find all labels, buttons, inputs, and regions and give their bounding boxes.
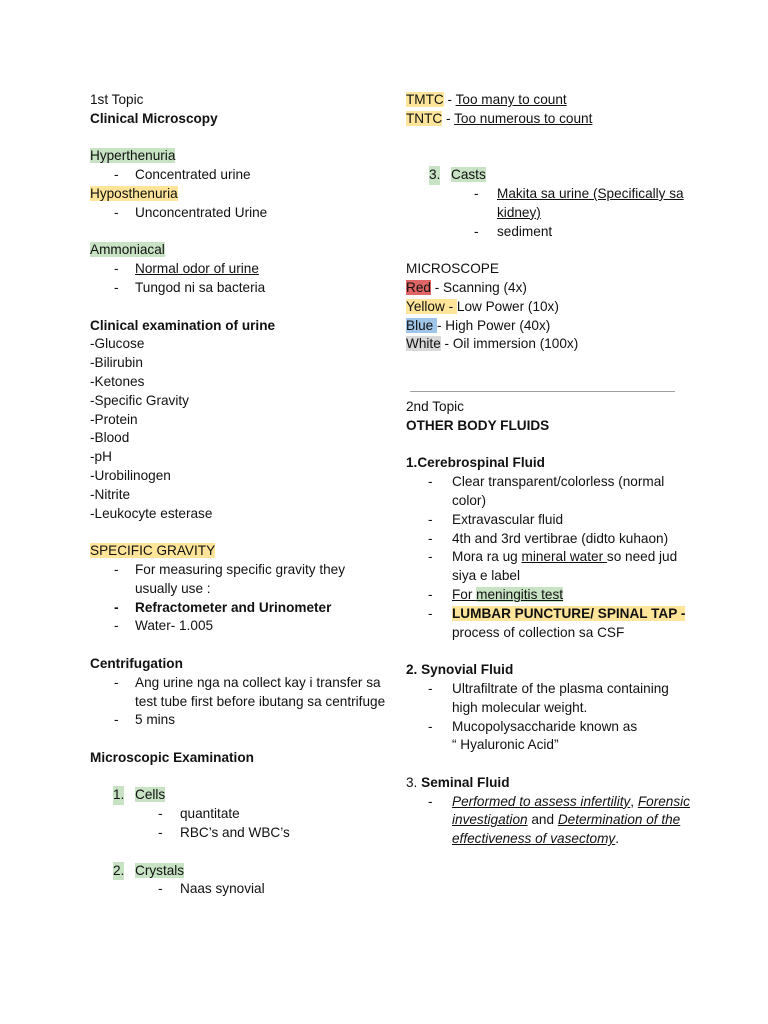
topic-title: Clinical Microscopy bbox=[90, 110, 218, 126]
numbered-item-cells: 1. Cells bbox=[90, 786, 390, 805]
list-item: - LUMBAR PUNCTURE/ SPINAL TAP - process of collection sa CSF bbox=[428, 605, 686, 640]
list-item: -Blood bbox=[90, 430, 130, 446]
list-item: -Urobilinogen bbox=[90, 467, 171, 483]
horizontal-divider bbox=[410, 391, 675, 392]
centrifugation-heading: Centrifugation bbox=[90, 655, 183, 671]
microscope-blue: Blue - High Power (40x) bbox=[406, 317, 551, 333]
numbered-item-crystals: 2. Crystals bbox=[90, 862, 390, 881]
list-item: - Performed to assess infertility, Forensic investigation and Determination of the effectiveness of vasectomy. bbox=[428, 793, 690, 847]
seminal-heading: 3. Seminal Fluid bbox=[406, 774, 510, 790]
hyposthenuria-term: Hyposthenuria bbox=[90, 185, 178, 201]
list-item: - Clear transparent/colorless (normal color) bbox=[428, 474, 665, 508]
list-item: - sediment bbox=[474, 223, 553, 239]
synovial-heading: 2. Synovial Fluid bbox=[406, 662, 514, 678]
numbered-item-casts: 3. Casts bbox=[406, 166, 691, 185]
topic2-label: 2nd Topic bbox=[406, 398, 464, 414]
list-item: -Leukocyte esterase bbox=[90, 505, 213, 521]
right-column bbox=[406, 91, 691, 849]
specific-gravity-heading: SPECIFIC GRAVITY bbox=[90, 543, 216, 559]
clinical-exam-heading: Clinical examination of urine bbox=[90, 317, 276, 333]
microscope-red: Red - Scanning (4x) bbox=[406, 279, 527, 295]
list-item: -Glucose bbox=[90, 336, 145, 352]
list-item: - Ultrafiltrate of the plasma containing high molecular weight. bbox=[428, 680, 669, 715]
list-item: -Protein bbox=[90, 411, 138, 427]
left-column bbox=[90, 91, 390, 899]
tntc-line: TNTC - Too numerous to count bbox=[406, 110, 593, 126]
list-item: - Normal odor of urine bbox=[114, 261, 259, 277]
microscope-white: White - Oil immersion (100x) bbox=[406, 336, 579, 352]
csf-heading: 1.Cerebrospinal Fluid bbox=[406, 455, 545, 471]
hyperthenuria-term: Hyperthenuria bbox=[90, 148, 176, 164]
list-item: -Specific Gravity bbox=[90, 392, 189, 408]
list-item: - For measuring specific gravity they usually use : bbox=[114, 561, 346, 596]
list-item: - Mora ra ug mineral water so need jud siya e label bbox=[428, 549, 678, 584]
topic-label: 1st Topic bbox=[90, 92, 144, 107]
list-item: - Extravascular fluid bbox=[428, 511, 564, 527]
list-item: - RBC’s and WBC’s bbox=[158, 825, 290, 841]
topic2-title: OTHER BODY FLUIDS bbox=[406, 417, 550, 433]
list-item: -Ketones bbox=[90, 373, 145, 389]
microscope-heading: MICROSCOPE bbox=[406, 261, 499, 277]
list-item: -Nitrite bbox=[90, 486, 131, 502]
list-item: - Refractometer and Urinometer bbox=[114, 599, 332, 615]
ammoniacal-term: Ammoniacal bbox=[90, 242, 165, 258]
list-item: -pH bbox=[90, 449, 112, 465]
list-item: - Ang urine nga na collect kay i transfer sa test tube first before ibutang sa centrifuge bbox=[114, 674, 386, 709]
list-item: -Bilirubin bbox=[90, 355, 143, 371]
list-item: - For meningitis test bbox=[428, 586, 564, 602]
list-item: - Makita sa urine (Specifically sa kidney) bbox=[474, 185, 684, 220]
list-item: - Unconcentrated Urine bbox=[114, 204, 268, 220]
microscope-yellow: Yellow - Low Power (10x) bbox=[406, 298, 559, 314]
microscopic-heading: Microscopic Examination bbox=[90, 749, 254, 765]
list-item: - Water- 1.005 bbox=[114, 618, 214, 634]
list-item: - Concentrated urine bbox=[114, 167, 251, 183]
tmtc-line: TMTC - Too many to count bbox=[406, 92, 567, 107]
list-item: - Mucopolysaccharide known as “ Hyaluronic Acid” bbox=[428, 718, 638, 753]
list-item: - 4th and 3rd vertibrae (didto kuhaon) bbox=[428, 530, 669, 546]
list-item: - Tungod ni sa bacteria bbox=[114, 279, 266, 295]
list-item: - Naas synovial bbox=[158, 881, 265, 897]
list-item: - 5 mins bbox=[114, 712, 176, 728]
list-item: - quantitate bbox=[158, 806, 240, 822]
